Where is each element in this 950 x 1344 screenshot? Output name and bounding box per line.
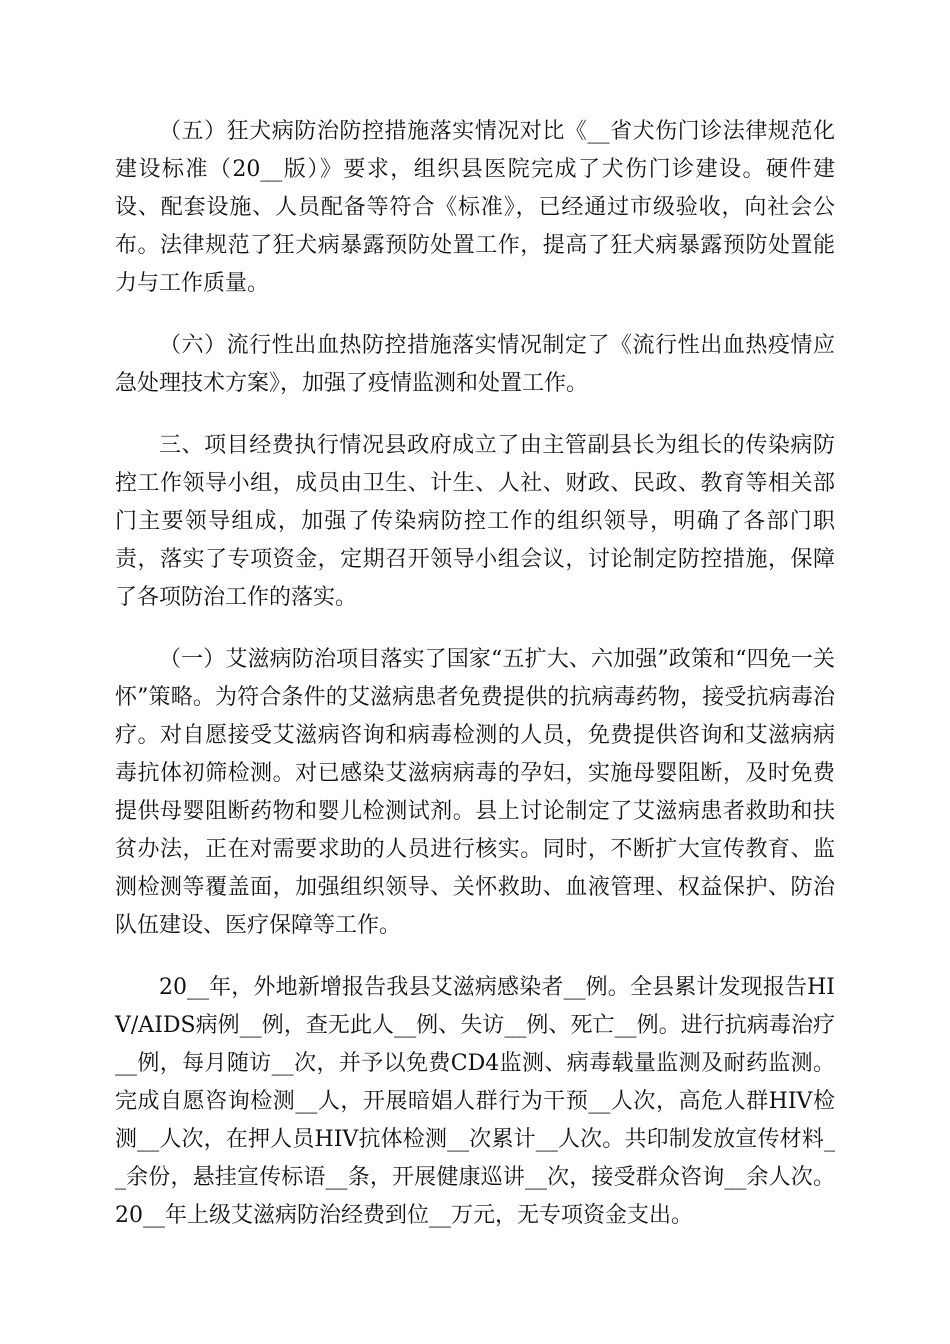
paragraph-hemorrhagic-fever: （六）流行性出血热防控措施落实情况制定了《流行性出血热疫情应急处理技术方案》，加强了疫情监测和处置工作。 xyxy=(115,333,835,396)
paragraph-funding: 三、项目经费执行情况县政府成立了由主管副县长为组长的传染病防控工作领导小组，成员由卫生、计生、人社、财政、民政、教育等相关部门主要领导组成，加强了传染病防控工作的组织领导，明确了各部门职责，落实了专项资金，定期召开领导小组会议，讨论制定防控措施，保障了各项防治工作的落实。 xyxy=(115,433,835,610)
document-body xyxy=(115,113,835,1259)
paragraph-aids-statistics: 20__年，外地新增报告我县艾滋病感染者__例。全县累计发现报告HIV/AIDS病例__例，查无此人__例、失访__例、死亡__例。进行抗病毒治疗__例，每月随访__次，并予以免费CD4监测、病毒载量监测及耐药监测。完成自愿咨询检测__人，开展暗娼人群行为干预__人次，高危人群HIV检测__人次，在押人员HIV抗体检测__次累计__人次。共印制发放宣传材料__余份，悬挂宣传标语__条，开展健康巡讲__次，接受群众咨询__余人次。20__年上级艾滋病防治经费到位__万元，无专项资金支出。 xyxy=(115,975,835,1228)
paragraph-aids-project: （一）艾滋病防治项目落实了国家“五扩大、六加强”政策和“四免一关怀”策略。为符合条件的艾滋病患者免费提供的抗病毒药物，接受抗病毒治疗。对自愿接受艾滋病咨询和病毒检测的人员，免费提供咨询和艾滋病病毒抗体初筛检测。对已感染艾滋病病毒的孕妇，实施母婴阻断，及时免费提供母婴阻断药物和婴儿检测试剂。县上讨论制定了艾滋病患者救助和扶贫办法，正在对需要求助的人员进行核实。同时，不断扩大宣传教育、监测检测等覆盖面，加强组织领导、关怀救助、血液管理、权益保护、防治队伍建设、医疗保障等工作。 xyxy=(115,647,835,938)
paragraph-rabies: （五）狂犬病防治防控措施落实情况对比《__省犬伤门诊法律规范化建设标准（20__版）》要求，组织县医院完成了犬伤门诊建设。硬件建设、配套设施、人员配备等符合《标准》，已经通过市级验收，向社会公布。法律规范了狂犬病暴露预防处置工作，提高了狂犬病暴露预防处置能力与工作质量。 xyxy=(115,119,835,296)
